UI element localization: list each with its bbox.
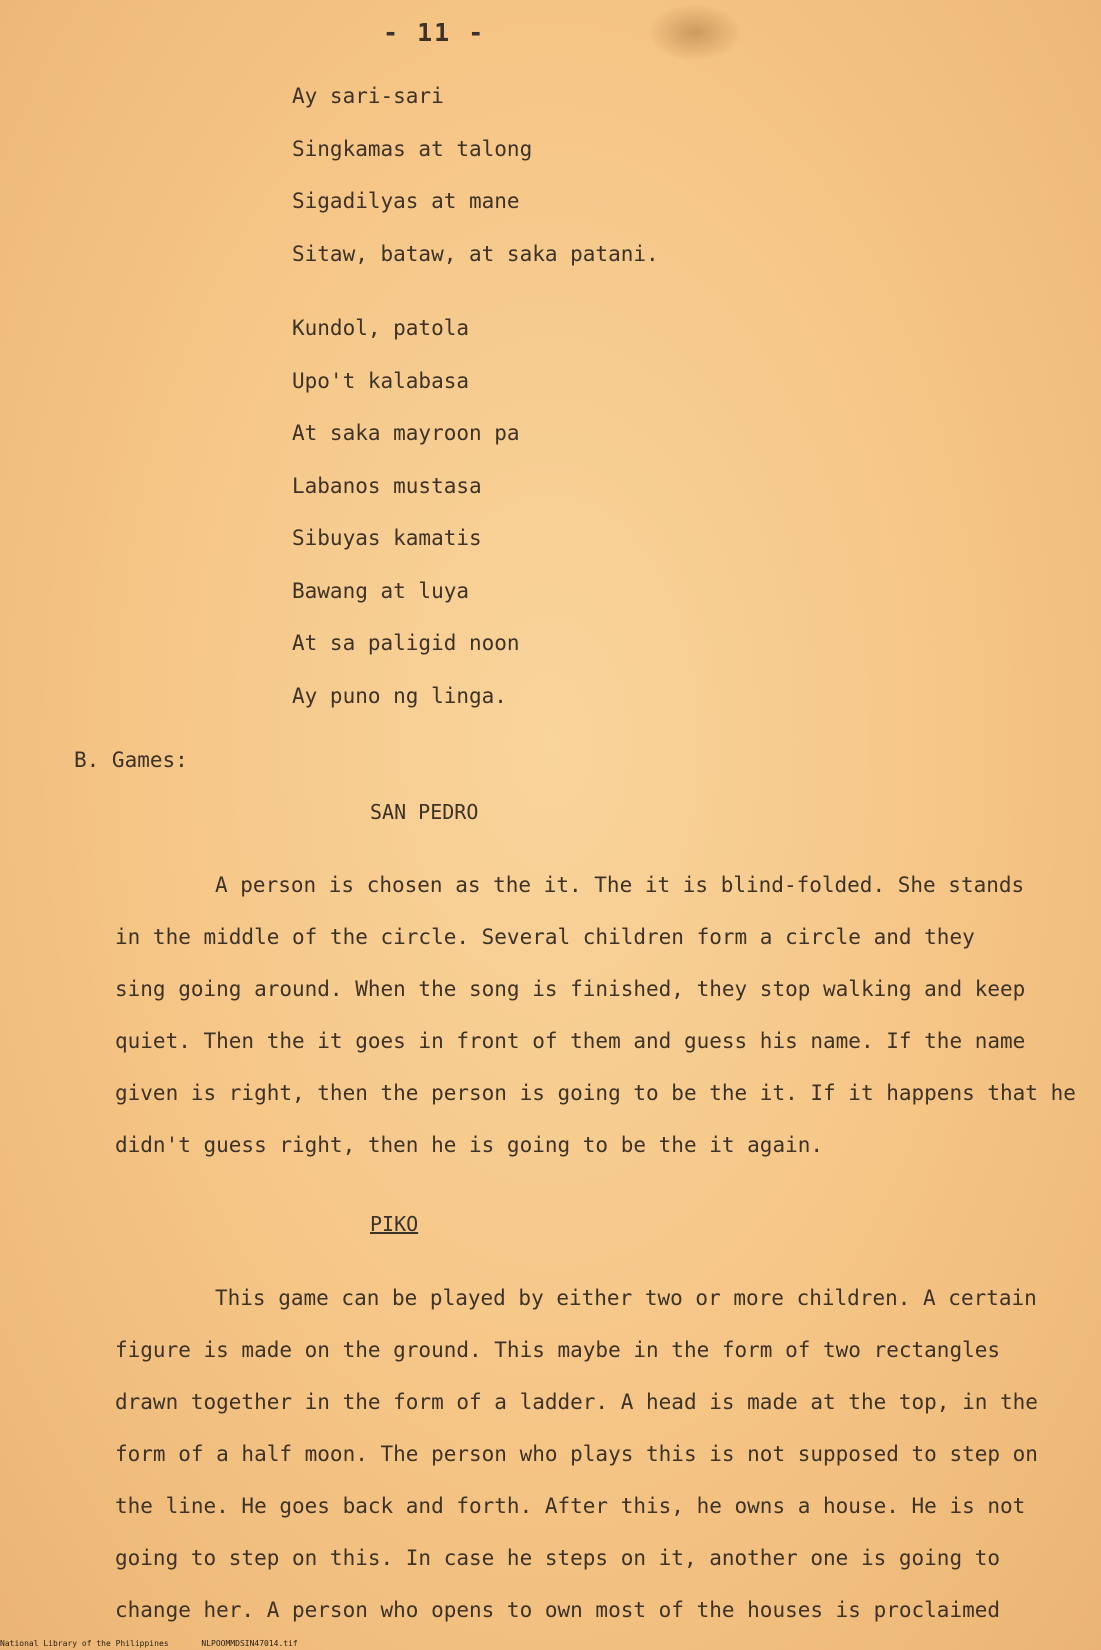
paragraph-line: This game can be played by either two or more children. A certain [215,1286,1037,1310]
game-title-san-pedro: SAN PEDRO [370,800,479,824]
scan-footer [0,1639,298,1648]
paper-stain [650,5,740,60]
paragraph-line: sing going around. When the song is finished, they stop walking and keep [115,977,1026,1001]
paragraph-line: figure is made on the ground. This maybe in the form of two rectangles [115,1338,1001,1362]
file-name: NLPOOMMDSIN47014.tif [201,1639,298,1648]
lyric-line: At saka mayroon pa [292,421,520,445]
lyric-line: Labanos mustasa [292,473,482,498]
piko-description [115,1272,1095,1636]
lyric-line: Upo't kalabasa [292,368,470,393]
paragraph-line: A person is chosen as the it. The it is blind-folded. She stands [215,873,1025,897]
page-number: - 11 - [383,18,486,47]
lyric-line: Kundol, patola [292,316,470,340]
paragraph-line: in the middle of the circle. Several children form a circle and they [115,925,975,949]
paragraph-line: change her. A person who opens to own most of the houses is proclaimed [115,1598,1001,1622]
lyric-line: Ay puno ng linga. [292,683,507,708]
lyric-line: Sibuyas kamatis [292,526,482,550]
lyric-line: Ay sari-sari [292,84,444,108]
paragraph-line: didn't guess right, then he is going to be the it again. [115,1133,824,1157]
lyric-line: Sitaw, bataw, at saka patani. [292,241,659,266]
paragraph-line: drawn together in the form of a ladder. A head is made at the top, in the [115,1390,1038,1414]
games-heading: B. Games: [74,748,188,772]
paragraph-line: form of a half moon. The person who plays this is not supposed to step on [115,1442,1038,1466]
lyric-line: Singkamas at talong [292,136,533,161]
lyric-line: Bawang at luya [292,578,470,603]
paragraph-line: given is right, then the person is going to be the it. If it happens that he [115,1081,1076,1105]
game-title-piko: PIKO [370,1212,419,1236]
song-lyrics [292,70,659,722]
stanza-2 [292,302,659,722]
paragraph-line: the line. He goes back and forth. After this, he owns a house. He is not [115,1494,1026,1518]
library-credit: National Library of the Philippines [0,1639,169,1648]
paragraph-line: quiet. Then the it goes in front of them and guess his name. If the name [115,1029,1026,1053]
lyric-line: Sigadilyas at mane [292,189,520,213]
paragraph-line: going to step on this. In case he steps on it, another one is going to [115,1546,1001,1570]
stanza-1 [292,70,659,280]
san-pedro-description [115,859,1095,1171]
lyric-line: At sa paligid noon [292,631,520,655]
